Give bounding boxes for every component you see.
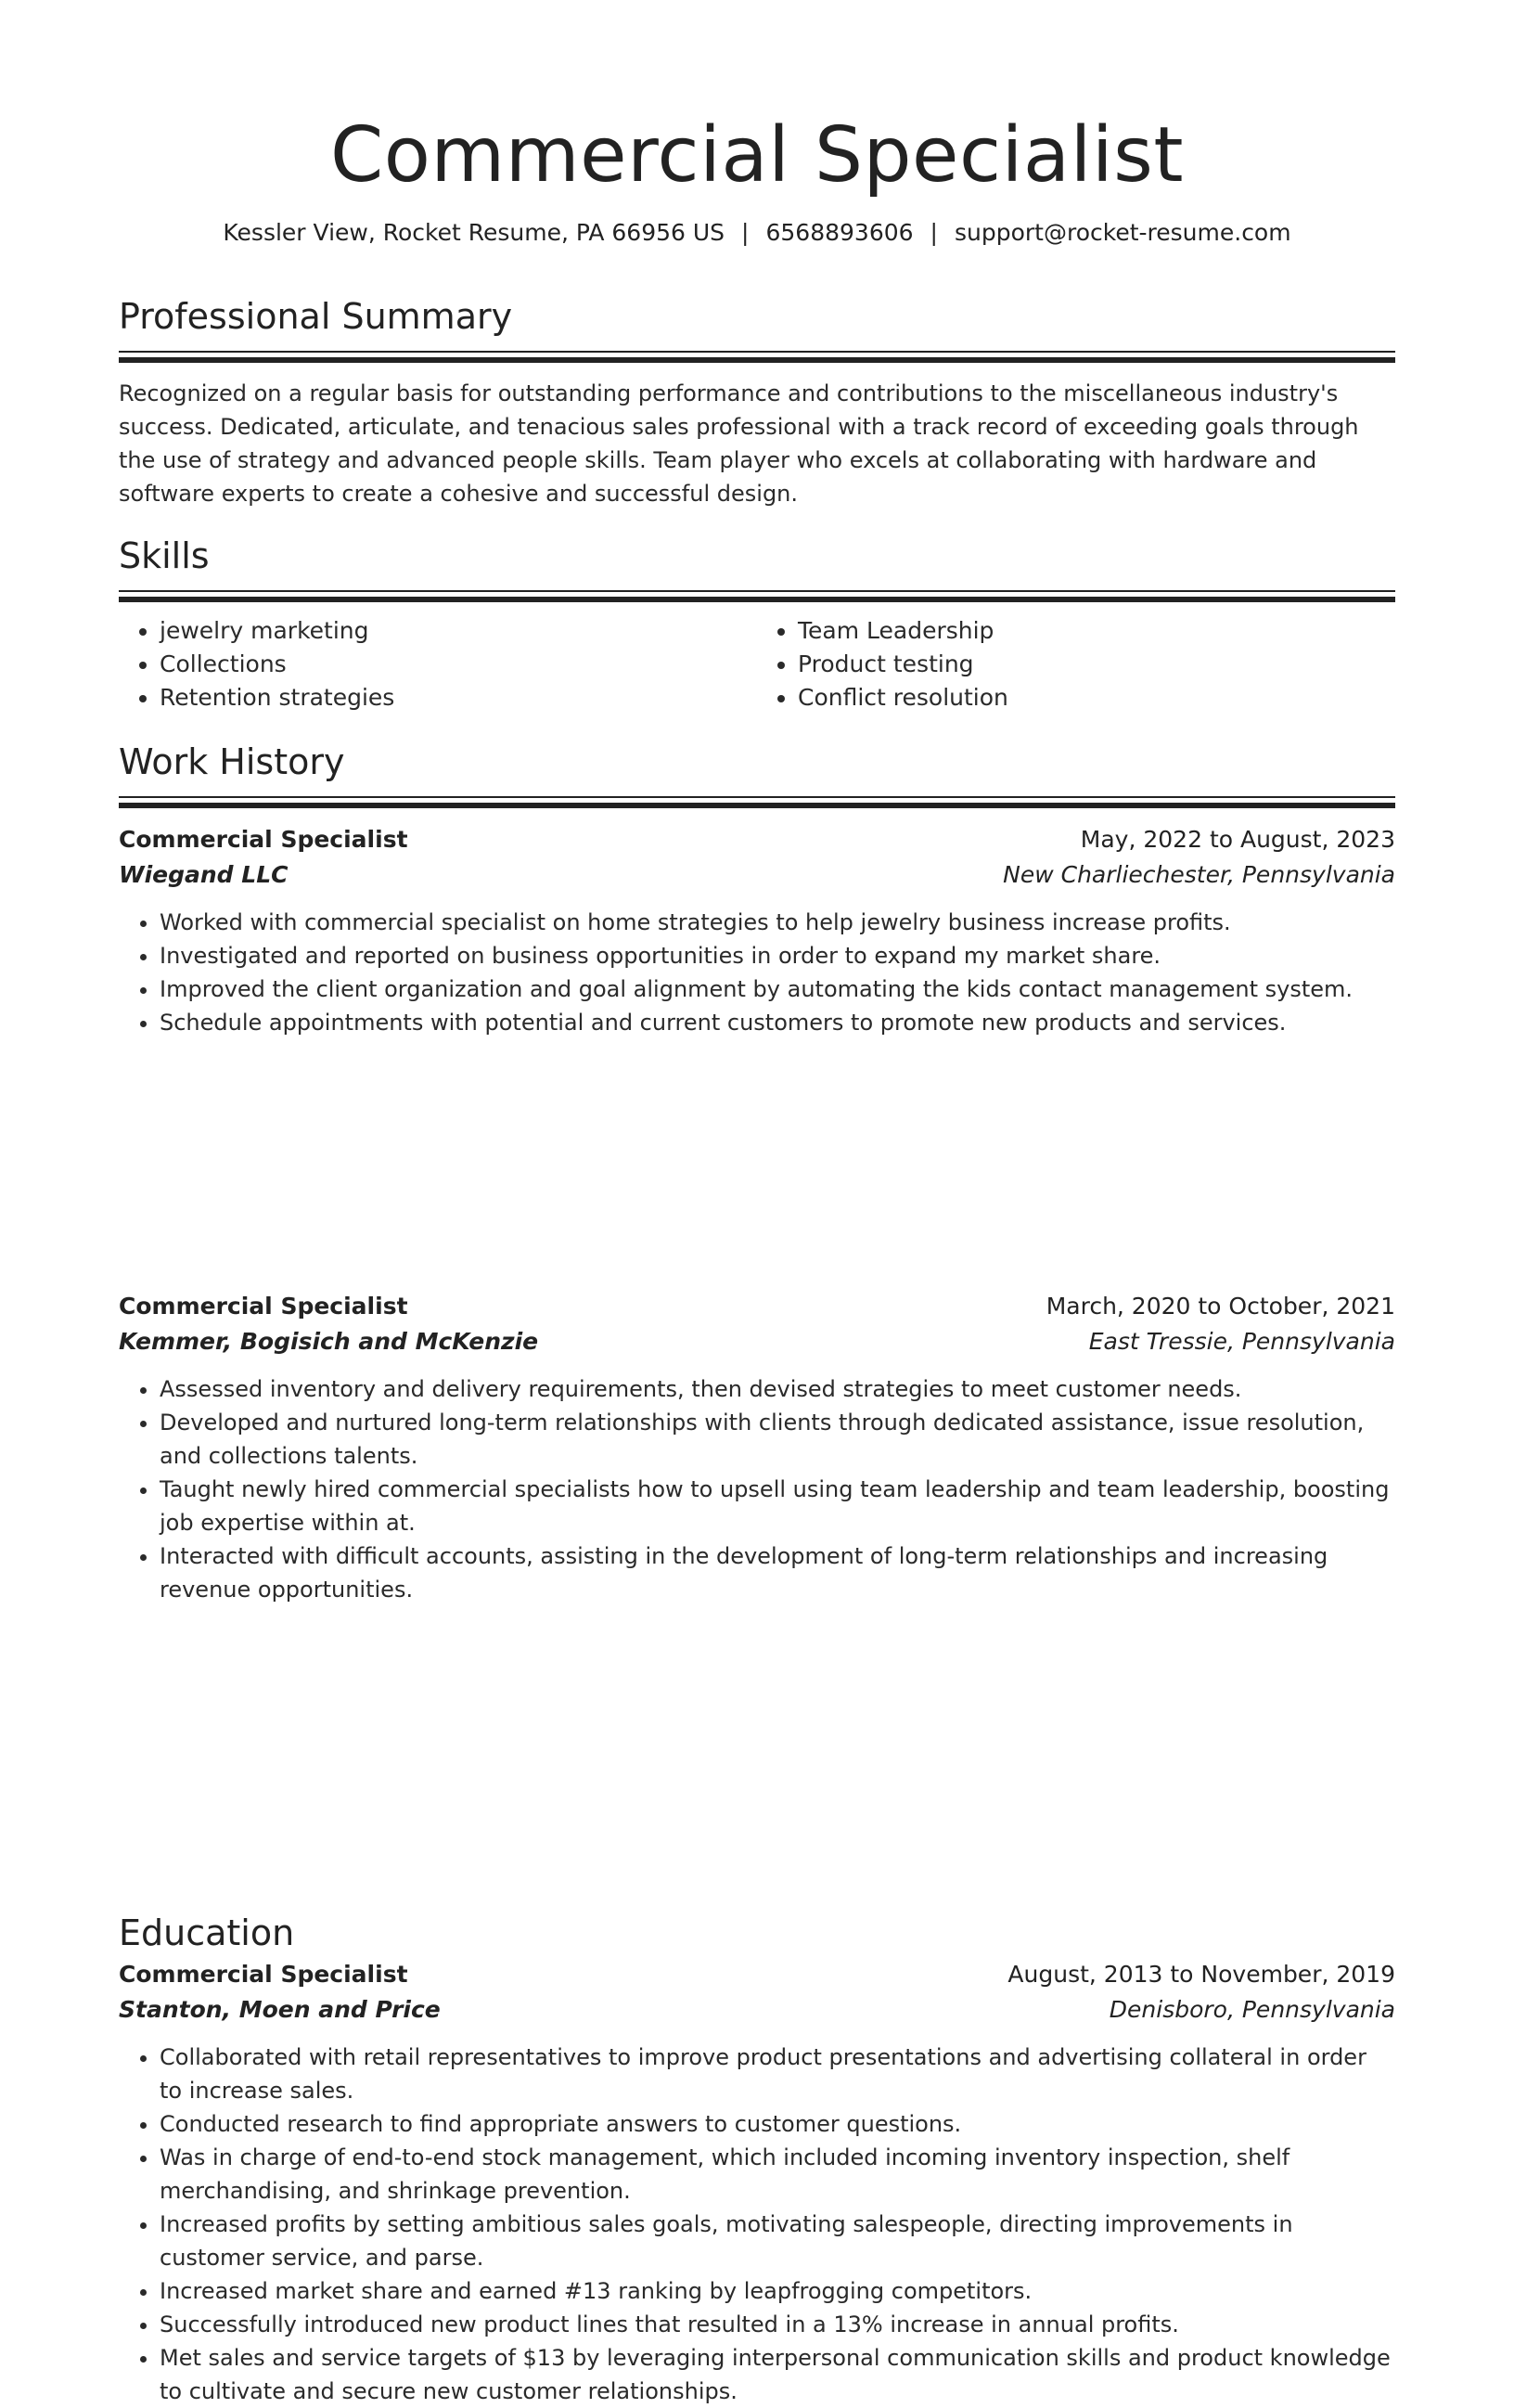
section-divider [119, 351, 1395, 364]
job-bullets [119, 906, 1395, 1039]
job-location: East Tressie, Pennsylvania [1088, 1328, 1395, 1355]
job-bullets [119, 2041, 1395, 2408]
job-bullet: • Improved the client organization and goal alignment by automating the kids contact management system. [160, 972, 1395, 1006]
job-bullet: • Met sales and service targets of $13 by leveraging interpersonal communication skills and product knowledge to cultivate and secure new customer relationships. [160, 2341, 1395, 2408]
job-dates: May, 2022 to August, 2023 [1080, 826, 1395, 853]
job-bullet: • Interacted with difficult accounts, assisting in the development of long-term relationships and increasing revenue opportunities. [160, 1539, 1395, 1606]
job-bullet: • Conducted research to find appropriate answers to customer questions. [160, 2107, 1395, 2141]
contact-separator: | [930, 219, 938, 246]
section-divider [119, 796, 1395, 809]
job-header-row [119, 1957, 1395, 1992]
skill-item: • Retention strategies [160, 681, 757, 715]
job-bullet: • Collaborated with retail representatives to improve product presentations and advertising collateral in order to increase sales. [160, 2041, 1395, 2107]
skills-list [119, 614, 1395, 715]
job-company: Wiegand LLC [119, 861, 289, 888]
job-entry [119, 1957, 1395, 2408]
job-bullet: • Increased profits by setting ambitious sales goals, motivating salespeople, directing improvements in customer service, and parse. [160, 2208, 1395, 2274]
job-bullet: • Developed and nurtured long-term relationships with clients through dedicated assistance, issue resolution, and collections talents. [160, 1406, 1395, 1473]
job-bullet: • Increased market share and earned #13 ranking by leapfrogging competitors. [160, 2274, 1395, 2308]
job-header-row [119, 822, 1395, 857]
summary-section [119, 293, 1395, 510]
job-dates: August, 2013 to November, 2019 [1007, 1961, 1395, 1988]
work-history-section [119, 739, 1395, 809]
job-entry [119, 1289, 1395, 1606]
job-bullet: • Schedule appointments with potential and current customers to promote new products and services. [160, 1006, 1395, 1039]
job-bullet: • Was in charge of end-to-end stock management, which included incoming inventory inspection, shelf merchandising, and shrinkage prevention. [160, 2141, 1395, 2208]
skill-item: • jewelry marketing [160, 614, 757, 648]
summary-text: Recognized on a regular basis for outstanding performance and contributions to the miscellaneous industry's success. Dedicated, articulate, and tenacious sales professional with a track record of exceeding goals through the use of strategy and advanced people skills. Team player who excels at collaborating with hardware and software experts to create a cohesive and successful design. [119, 380, 1359, 507]
education-section [119, 1910, 1395, 1956]
job-company: Kemmer, Bogisich and McKenzie [119, 1328, 539, 1355]
contact-email: support@rocket-resume.com [954, 219, 1291, 246]
skills-column-left [119, 614, 757, 715]
candidate-name: Commercial Specialist [329, 111, 1185, 200]
job-header-row [119, 1289, 1395, 1324]
job-title: Commercial Specialist [119, 1961, 408, 1988]
job-company: Stanton, Moen and Price [119, 1996, 441, 2023]
skills-column-right [757, 614, 1395, 715]
skill-item: • Team Leadership [798, 614, 1395, 648]
job-bullet: • Taught newly hired commercial specialists how to upsell using team leadership and team leadership, boosting job expertise within at. [160, 1473, 1395, 1539]
resume-page [119, 0, 1395, 2404]
skill-item: • Collections [160, 648, 757, 681]
job-entry [119, 822, 1395, 1039]
skill-item: • Product testing [798, 648, 1395, 681]
work-history-heading: Work History [119, 741, 345, 782]
job-bullet: • Assessed inventory and delivery requirements, then devised strategies to meet customer needs. [160, 1372, 1395, 1406]
section-divider [119, 590, 1395, 603]
summary-heading: Professional Summary [119, 296, 513, 337]
job-bullet: • Successfully introduced new product lines that resulted in a 13% increase in annual profits. [160, 2308, 1395, 2341]
job-dates: March, 2020 to October, 2021 [1046, 1293, 1395, 1320]
skill-item: • Conflict resolution [798, 681, 1395, 715]
job-company-row [119, 1992, 1395, 2028]
contact-separator: | [741, 219, 750, 246]
job-company-row [119, 857, 1395, 893]
job-bullet: • Worked with commercial specialist on home strategies to help jewelry business increase profits. [160, 906, 1395, 939]
job-company-row [119, 1324, 1395, 1359]
job-bullet: • Investigated and reported on business opportunities in order to expand my market share. [160, 939, 1395, 972]
job-title: Commercial Specialist [119, 1293, 408, 1320]
education-heading: Education [119, 1912, 295, 1953]
contact-address: Kessler View, Rocket Resume, PA 66956 US [223, 219, 725, 246]
job-title: Commercial Specialist [119, 826, 408, 853]
skills-heading: Skills [119, 535, 210, 576]
contact-phone: 6568893606 [765, 219, 914, 246]
contact-line [119, 219, 1395, 246]
job-location: Denisboro, Pennsylvania [1109, 1996, 1395, 2023]
skills-section [119, 533, 1395, 715]
job-location: New Charliechester, Pennsylvania [1003, 861, 1395, 888]
job-bullets [119, 1372, 1395, 1606]
